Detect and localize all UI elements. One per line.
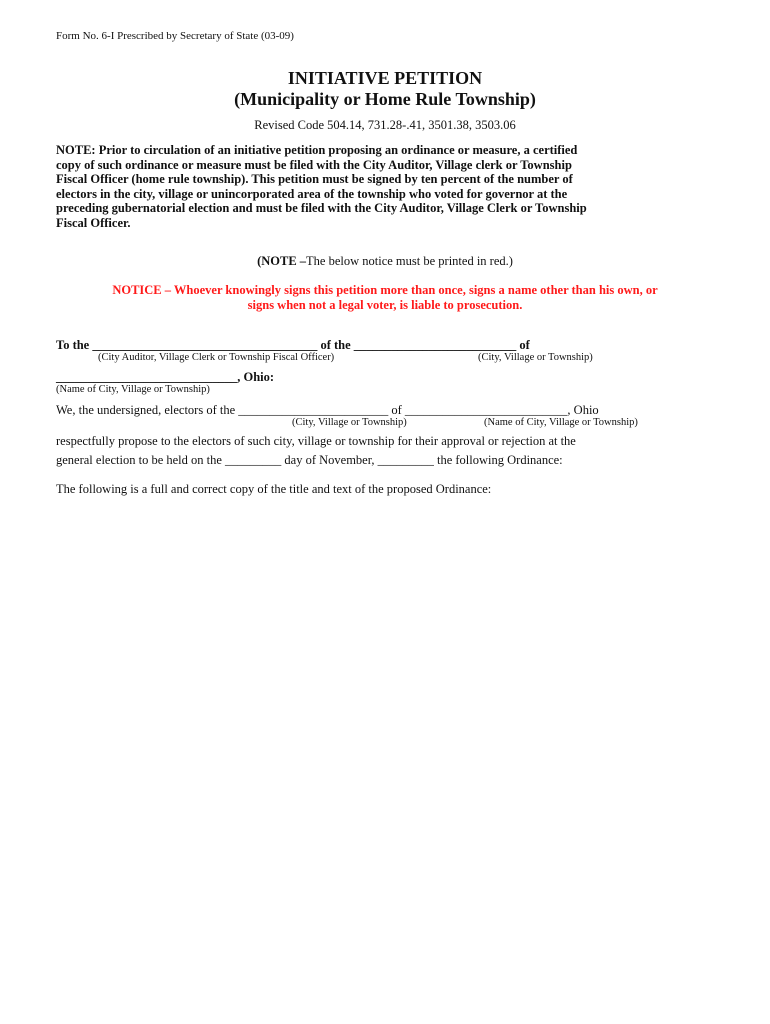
- note-line: preceding gubernatorial election and must be filed with the City Auditor, Village Clerk or Township: [56, 201, 587, 216]
- prosecution-notice: [0, 283, 770, 313]
- note-line: Fiscal Officer.: [56, 215, 131, 230]
- notice-line-1: NOTICE – Whoever knowingly signs this petition more than once, signs a name other than his own, or: [112, 283, 658, 297]
- page-title: INITIATIVE PETITION: [287, 68, 483, 88]
- note-red-text: The below notice must be printed in red.): [306, 254, 513, 268]
- city-name-caption-2: (Name of City, Village or Township): [484, 417, 638, 428]
- ohio-line: _____________________________, Ohio:: [56, 370, 275, 384]
- proposal-line-2: general election to be held on the _________ day of November, _________ the following Ordinance:: [56, 453, 563, 467]
- form-number: Form No. 6-I Prescribed by Secretary of State (03-09): [56, 30, 294, 42]
- city-caption-2: (City, Village or Township): [292, 417, 407, 428]
- print-in-red-note: [0, 254, 770, 269]
- electors-line: We, the undersigned, electors of the ________________________ of __________________________, Ohio: [56, 403, 599, 417]
- note-line: electors in the city, village or unincorporated area of the township who voted for governor at the: [56, 186, 568, 201]
- revised-code: Revised Code 504.14, 731.28-.41, 3501.38, 3503.06: [254, 118, 516, 132]
- notice-line-2: signs when not a legal voter, is liable to prosecution.: [247, 298, 523, 312]
- city-caption: (City, Village or Township): [478, 352, 593, 363]
- proposal-line-1: respectfully propose to the electors of such city, village or township for their approval or rejection at the: [56, 434, 576, 448]
- ordinance-intro: The following is a full and correct copy of the title and text of the proposed Ordinance:: [56, 482, 492, 496]
- officer-caption: (City Auditor, Village Clerk or Township Fiscal Officer): [98, 352, 335, 363]
- note-red-label: (NOTE –: [257, 254, 307, 268]
- note-line: Fiscal Officer (home rule township). This petition must be signed by ten percent of the number of: [56, 172, 573, 187]
- page-subtitle: (Municipality or Home Rule Township): [234, 89, 536, 109]
- note-line: NOTE: Prior to circulation of an initiative petition proposing an ordinance or measure, a certified: [56, 143, 578, 157]
- city-name-caption: (Name of City, Village or Township): [56, 384, 210, 395]
- addressee-line: To the ____________________________________ of the __________________________ of: [56, 338, 530, 352]
- note-line: copy of such ordinance or measure must be filed with the City Auditor, Village clerk or Township: [56, 157, 572, 172]
- circulation-note: [56, 143, 716, 231]
